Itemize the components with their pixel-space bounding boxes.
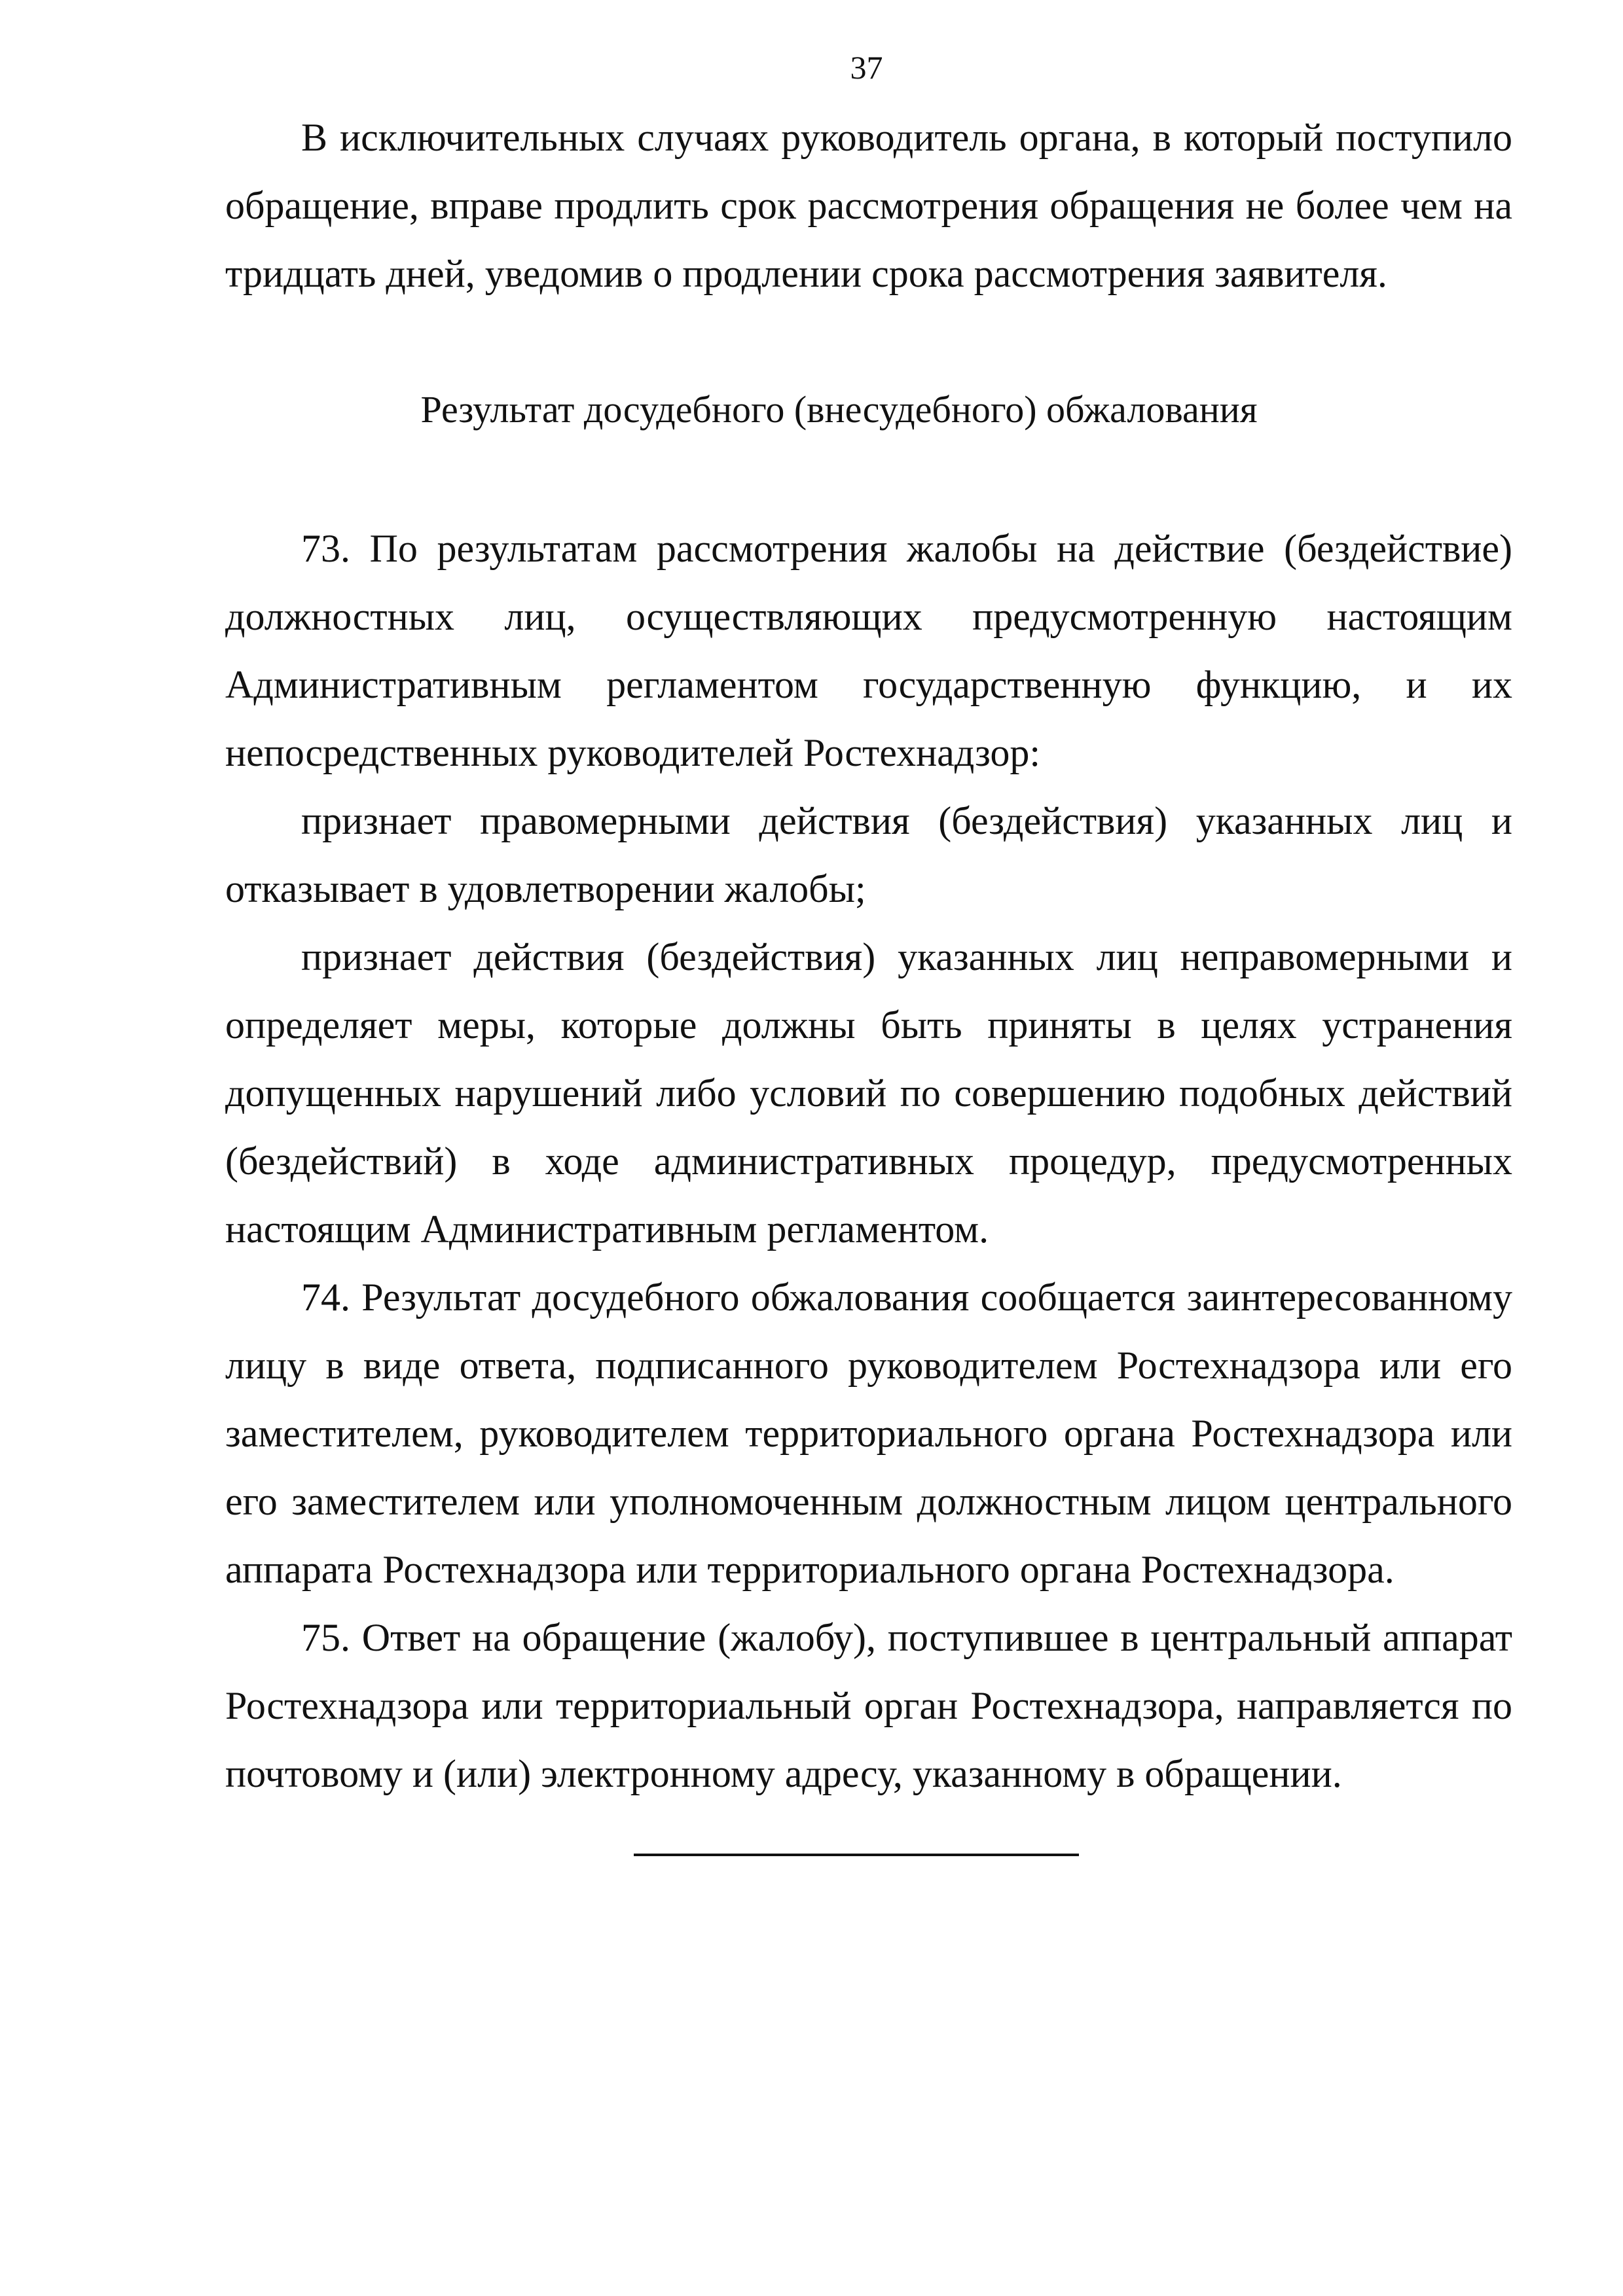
paragraph-74: 74. Результат досудебного обжалования сообщается заинтересованному лицу в виде ответа, подписанного руководителем Ростехнадзора или его заместителем, руководителем территориального органа Ростехнадзора или его заместителем или уполномоченным должностным лицом центрального аппарата Ростехнадзора или территориального органа Ростехнадзора. xyxy=(225,1276,1512,1591)
section-heading: Результат досудебного (внесудебного) обжалования xyxy=(420,388,1258,431)
page-number: 37 xyxy=(850,49,883,86)
document-body-top xyxy=(225,103,1512,308)
document-body-main xyxy=(225,514,1512,1808)
paragraph-73-item-lawful: признает правомерными действия (бездействия) указанных лиц и отказывает в удовлетворении жалобы; xyxy=(225,799,1512,910)
paragraph-75: 75. Ответ на обращение (жалобу), поступившее в центральный аппарат Ростехнадзора или территориальный орган Ростехнадзора, направляется по почтовому и (или) электронному адресу, указанному в обращении. xyxy=(225,1616,1512,1795)
paragraph-extension-clause: В исключительных случаях руководитель органа, в который поступило обращение, вправе продлить срок рассмотрения обращения не более чем на тридцать дней, уведомив о продлении срока рассмотрения заявителя. xyxy=(225,116,1512,295)
paragraph-73-item-unlawful: признает действия (бездействия) указанных лиц неправомерными и определяет меры, которые должны быть приняты в целях устранения допущенных нарушений либо условий по совершению подобных действий (бездействий) в ходе административных процедур, предусмотренных настоящим Административным регламентом. xyxy=(225,935,1512,1251)
paragraph-73: 73. По результатам рассмотрения жалобы на действие (бездействие) должностных лиц, осуществляющих предусмотренную настоящим Административным регламентом государственную функцию, и их непосредственных руководителей Ростехнадзор: xyxy=(225,527,1512,774)
end-of-document-rule xyxy=(634,1854,1079,1856)
